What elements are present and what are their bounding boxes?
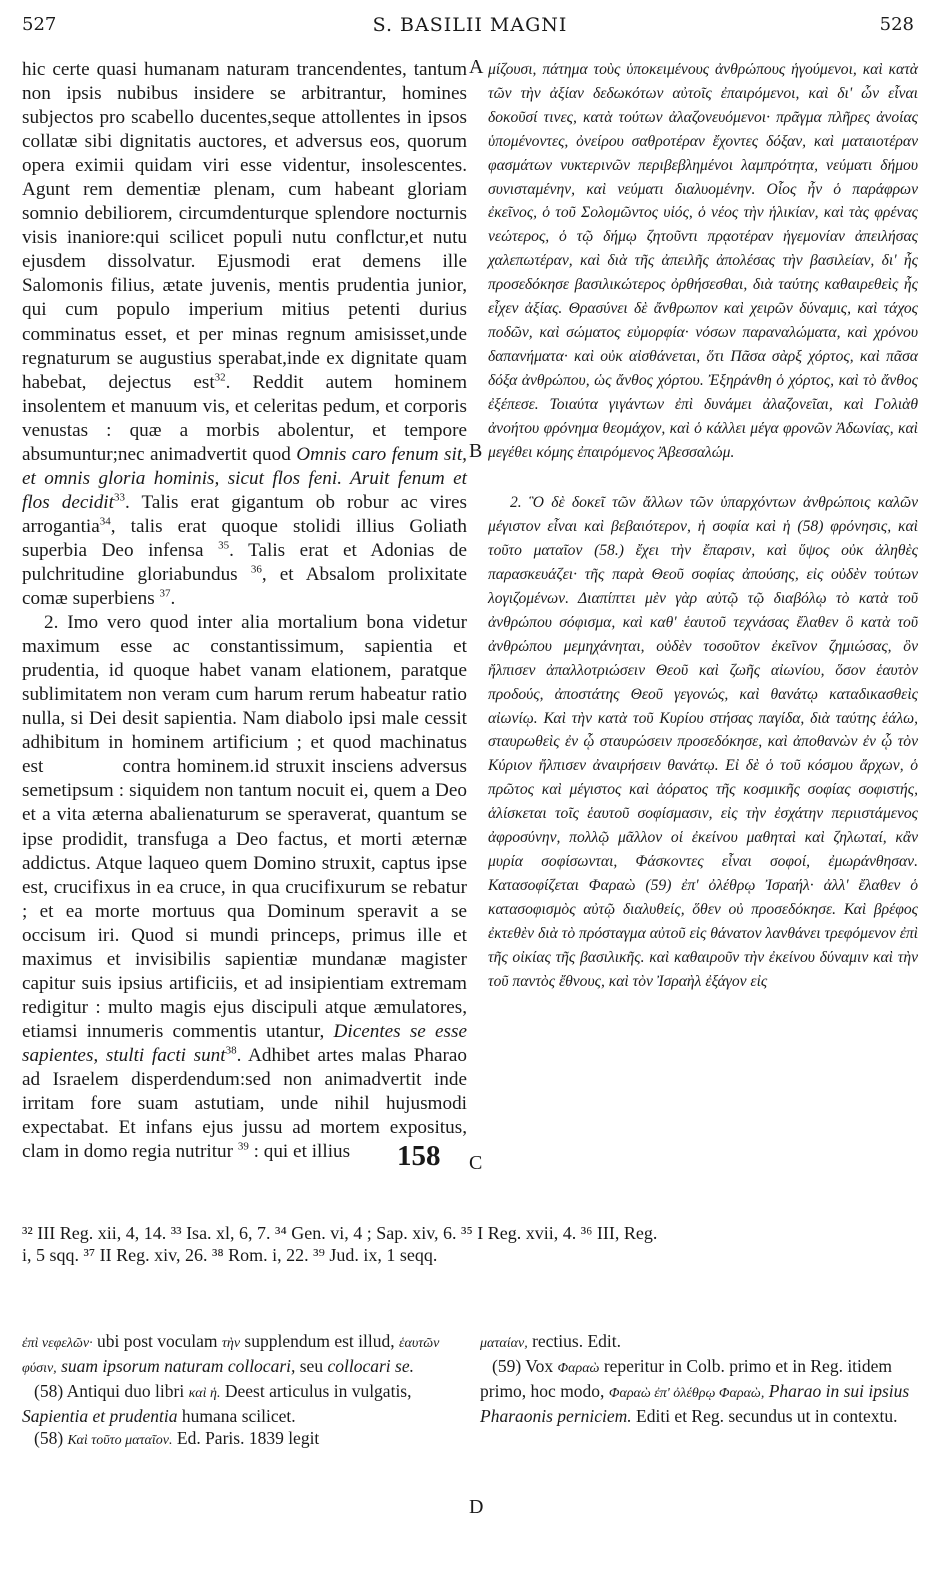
margin-letter-c: C <box>469 1152 483 1174</box>
latin-paragraph-2: 2. Imo vero quod inter alia mortalium bona videtur maximum esse ac constantissimum, sapientia et prudentia, id quoque habet vanam elationem, paratque sublimitatem non veram cum harum rerum habeatur ratio nulla, si Dei desit sapientia. Nam diabolo ipsi male cessit adhibitum in hominem artificium ; et quod machinatus est contra hominem.id struxit insciens adversus semetipsum : siquidem non tantum nocuit ei, quem a Deo et a vita æterna abalienaturum se speraverat, quantum se ipse prodidit, transfuga a Deo factus, et morti æternæ addictus. Atque laqueo quem Domino struxit, captus ipse est, crucifixus in ea cruce, in qua crucifixurum se rebatur ; et ea morte mortuus qua Dominum speravit a se occisum iri. Quod si mundi princeps, primus ille et maximus et invisibilis sapientiæ mundanæ magister capitur suis ipsius artificiis, et ad insipientiam extremam redigitur : multo magis ejus discipuli atque æmulatores, etiamsi innumeris commentis utantur, Dicentes se esse sapientes, stulti facti sunt$^{38}$. Adhibet artes malas Pharao ad Israelem disperdendum:sed non animadvertit inde irritam fore suam astutiam, unde nihil hujusmodi expectabat. Et infans ejus jussu ad mortem expositus, clam in domo regia nutritur $^{39}$ : qui et illius <box>22 612 468 1163</box>
scripture-footnotes <box>22 1222 918 1266</box>
note: (59) Vox Φαραὼ reperitur in Colb. primo et in Reg. itidem primo, hoc modo, Φαραὼ ἐπ' ὀλέθρῳ Φαραὼ, Pharao in sui ipsius Pharaonis perniciem. Editi et Reg. secundus ut in contextu. <box>480 1356 910 1426</box>
page-number-left: 527 <box>22 14 57 35</box>
margin-letter-a: A <box>469 56 484 78</box>
greek-paragraph-2: 2. Ὃ δὲ δοκεῖ τῶν ἄλλων τῶν ὑπαρχόντων ἀνθρώποις καλῶν μέγιστον εἶναι καὶ βεβαιότερον, ἡ σοφία καὶ ἡ (58) φρόνησις, καὶ τοῦτο ματαῖον (58.) ἔχει τὴν ἔπαρσιν, καὶ ὕψος οὐκ ἀληθὲς παρασκευάζει· τῆς παρὰ Θεοῦ σοφίας ἀπούσης, εἰς οὐδὲν τούτων λογιζομένων. Διαπίπτει μὲν γὰρ αὐτῷ τῷ διαβόλῳ τὸ κατὰ τοῦ ἀνθρώπου σόφισμα, καὶ καθ' ἑαυτοῦ τεχνάσας ἔλαθεν ὃ κατὰ τοῦ ἀνθρώπου μεμηχάνηται, οὐδὲν τοσοῦτον ἐκεῖνον ζημιώσας, ὃν ἤλπισεν ἀπαλλοτριώσειν Θεοῦ καὶ ζωῆς αἰωνίου, ὅσον ἑαυτὸν προδούς, ἀποστάτης Θεοῦ γεγονώς, καὶ θανάτῳ καταδικασθεὶς αἰωνίῳ. Καὶ τὴν κατὰ τοῦ Κυρίου στήσας παγίδα, διὰ ταύτης ἑάλω, σταυρωθεὶς ἐν ᾧ σταυρώσειν προσεδόκησε, καὶ ἀποθανὼν ἐν ᾧ τὸν Κύριον ἤλπισεν ἀναιρήσειν θανάτῳ. Εἰ δὲ ὁ τοῦ κόσμου ἄρχων, ὁ πρῶτος καὶ μέγιστος καὶ ἀόρατος τῆς κοσμικῆς σοφίας σοφιστής, ἁλίσκεται τοῖς ἑαυτοῦ σοφίσμασιν, εἰς τὴν ἐσχάτην περιιστάμενος ἀφροσύνην, πολλῷ μᾶλλον οἱ ἐκείνου μαθηταὶ καὶ ζηλωταί, κἂν μυρία σοφίσωνται, Φάσκοντες εἶναι σοφοί, ἐμωράνθησαν. Κατασοφίζεται Φαραὼ (59) ἐπ' ὀλέθρῳ Ἰσραήλ· ἀλλ' ἔλαθεν ὁ κατασοφισμὸς αὐτῷ διαλυθείς, ὅθεν οὐ προσεδόκησε. Καὶ βρέφος ἐκτεθὲν διὰ τὸ πρόσταγμα αὐτοῦ εἰς θάνατον λανθάνει τρεφόμενον ἐπὶ τῆς οἰκίας τῆς βασιλικῆς. καὶ καθαιροῦν τὴν ἐκείνου δύναμιν καὶ τὴν τοῦ παντὸς ἔθνους, καὶ τὸν Ἰσραὴλ ἐξάγον εἰς <box>488 494 918 990</box>
greek-column <box>488 58 918 993</box>
latin-paragraph-1: hic certe quasi humanam naturam trancendentes, tantum non ipsis nubibus insidere se arbitrantur, homines subjectos pro scabello ducentes,seque attollentes in ipsos collatæ sibi dignitatis auctores, et adversus eos, quorum opera eximii quidam viri esse videntur, insolescentes. Agunt rem dementiæ plenam, cum habeant gloriam somnio debiliorem, circumdenturque splendore nocturnis visis inaniore:qui scilicet populi nutu conflctur,et nutu ejusdem dissolvatur. Ejusmodi erat demens ille Salomonis filius, ætate juvenis, mentis prudentia junior, qui cum populo imperium mitius petenti durius comminatus esset, et per minas regnum amisisset,unde regnaturum se augustius sperabat,inde ex dignitate quam habebat, dejectus est$^{32}$. Reddit autem hominem insolentem et manuum vis, et celeritas pedum, et corporis venustas : quæ a morbis abolentur, et tempore absumuntur;nec animadvertit quod Omnis caro fenum sit, et omnis gloria hominis, sicut flos feni. Aruit fenum et flos decidit$^{33}$. Talis erat gigantum ob robur ac vires arrogantia$^{34}$, talis erat quoque stolidi illius Goliath superbia Deo infensa $^{35}$. Talis erat et Adonias de pulchritudine gloriabundus $^{36}$, et Absalom prolixitate comæ superbiens $^{37}$. <box>22 59 467 610</box>
page-header <box>0 14 940 40</box>
column-number: 158 <box>397 1140 441 1172</box>
margin-letter-b: B <box>469 440 483 462</box>
latin-column <box>22 58 467 1164</box>
margin-letter-d: D <box>469 1496 484 1518</box>
note: (58) Antiqui duo libri καὶ ἡ. Deest articulus in vulgatis, Sapientia et prudentia humana scilicet. <box>22 1381 412 1426</box>
editor-notes-left <box>22 1330 462 1452</box>
note: (58) Καὶ τοῦτο ματαῖον. Ed. Paris. 1839 legit <box>34 1428 320 1448</box>
footnote-line: ³² III Reg. xii, 4, 14. ³³ Isa. xl, 6, 7. ³⁴ Gen. vi, 4 ; Sap. xiv, 6. ³⁵ I Reg. xvii, 4. ³⁶ III, Reg. <box>22 1223 658 1243</box>
running-title: S. BASILII MAGNI <box>372 14 568 36</box>
greek-paragraph-1: μίζουσι, πάτημα τοὺς ὑποκειμένους ἀνθρώπους ἡγούμενοι, καὶ κατὰ τῶν τὴν ἀξίαν δεδωκότων αὐτοῖς ἐπαιρόμενοι, καὶ δι' ὧν εἶναι δοκοῦσί τινες, κατὰ τούτων ἀλαζονευόμενοι· πρᾶγμα πλῆρες ἀνοίας ὑπομένοντες, ὀνείρου σαθροτέραν ἔχοντες δόξαν, καὶ ματαιοτέραν φασμάτων νυκτερινῶν περιβεβλημένοι λαμπρότητα, νεύματι δήμου συνισταμένην, καὶ νεύματι διαλυομένην. Οἷος ἦν ὁ παράφρων ἐκεῖνος, ὁ τοῦ Σολομῶντος υἱός, ὁ νέος τὴν ἡλικίαν, καὶ τὰς φρένας νεώτερος, ὁ τῷ δήμῳ ζητοῦντι πρᾳοτέραν ἡγεμονίαν ἀπειλήσας χαλεπωτέραν, καὶ διὰ τῆς ἀπειλῆς ἀπολέσας τὴν βασιλείαν, δι' ἧς προσεδόκησε βασιλικώτερος ὀρθήσεσθαι, διὰ ταύτης καθαιρεθεὶς ἧς εἶχεν ἀξίας. Θρασύνει δὲ ἄνθρωπον καὶ χειρῶν δύναμις, καὶ τάχος ποδῶν, καὶ σώματος εὐμορφία· νόσων παραναλώματα, καὶ χρόνου δαπανήματα· καὶ οὐκ αἰσθάνεται, ὅτι Πᾶσα σὰρξ χόρτος, καὶ πᾶσα δόξα ἀνθρώπου, ὡς ἄνθος χόρτου. Ἐξηράνθη ὁ χόρτος, καὶ τὸ ἄνθος ἐξέπεσε. Τοιαύτα γιγάντων ἐπὶ δυνάμει ἀλαζονεῖαι, καὶ Γολιὰθ ἀνοήτου φρόνημα θεομάχον, καὶ ὁ κάλλει μέγα φρονῶν Ἀδωνίας, καὶ μεγέθει κόμης ἐπαιρόμενος Ἀβεσσαλώμ. <box>488 61 918 461</box>
editor-notes-right <box>480 1330 918 1427</box>
page-number-right: 528 <box>879 14 914 35</box>
footnote-line: i, 5 sqq. ³⁷ II Reg. xiv, 26. ³⁸ Rom. i, 22. ³⁹ Jud. ix, 1 seqq. <box>22 1245 438 1265</box>
note: ἐπὶ νεφελῶν· ubi post voculam τὴν supplendum est illud, ἑαυτῶν φύσιν, suam ipsorum naturam collocari, seu collocari se. <box>22 1331 440 1376</box>
note: ματαίαν, rectius. Edit. <box>480 1331 621 1351</box>
